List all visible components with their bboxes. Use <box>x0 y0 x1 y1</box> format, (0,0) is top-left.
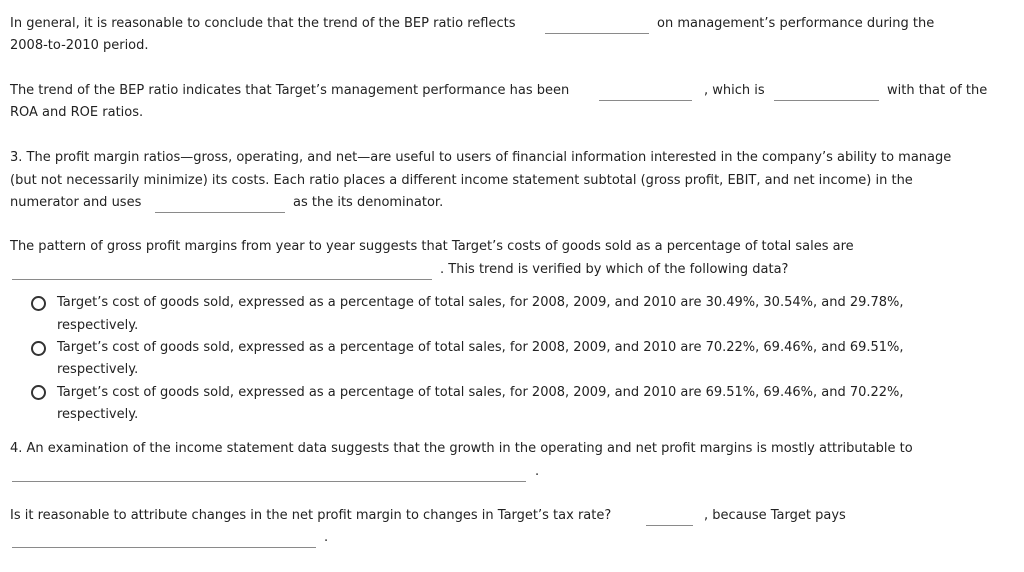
p1-text-after: on management’s performance during the <box>657 16 935 31</box>
option-2-line2: respectively. <box>57 362 139 377</box>
option-1-line2: respectively. <box>57 318 139 333</box>
option-3-radio[interactable] <box>31 385 46 400</box>
q3-blank-denominator[interactable] <box>155 212 285 213</box>
q4-line2-after: . <box>535 464 540 479</box>
p5-blank-yes-no[interactable] <box>646 525 693 526</box>
q3-line1: 3. The profit margin ratios—gross, operating, and net—are useful to users of financial information interested in the company’s ability to manage <box>10 150 952 165</box>
p1-text-line2: 2008-to-2010 period. <box>10 38 149 53</box>
p1-text-before: In general, it is reasonable to conclude that the trend of the BEP ratio reflects <box>10 16 516 31</box>
p2-text-after: with that of the <box>887 83 988 98</box>
p2-text-mid: , which is <box>704 83 765 98</box>
p2-text-line2: ROA and ROE ratios. <box>10 105 144 120</box>
p1-blank-dropdown[interactable] <box>545 33 649 34</box>
p4-line1: The pattern of gross profit margins from year to year suggests that Target’s costs of goods sold as a percentage of total sales are <box>10 239 854 254</box>
q3-line3-after: as the its denominator. <box>293 195 444 210</box>
q3-line2: (but not necessarily minimize) its costs. Each ratio places a different income statement subtotal (gross profit, EBIT, and net income) in the <box>10 173 913 188</box>
p5-line2-after: . <box>324 530 329 545</box>
q4-blank-attribution[interactable] <box>12 481 526 482</box>
p5-text-before: Is it reasonable to attribute changes in the net profit margin to changes in Target’s tax rate? <box>10 508 612 523</box>
option-3-line2: respectively. <box>57 407 139 422</box>
p5-text-after: , because Target pays <box>704 508 846 523</box>
p2-blank-performance[interactable] <box>599 100 692 101</box>
p2-blank-consistency[interactable] <box>774 100 879 101</box>
option-2-radio[interactable] <box>31 341 46 356</box>
option-1-radio[interactable] <box>31 296 46 311</box>
option-1-line1: Target’s cost of goods sold, expressed as a percentage of total sales, for 2008, 2009, and 2010 are 30.49%, 30.54%, and 29.78%, <box>57 295 904 310</box>
p4-blank-cogs-trend[interactable] <box>12 279 432 280</box>
option-2-line1: Target’s cost of goods sold, expressed as a percentage of total sales, for 2008, 2009, and 2010 are 70.22%, 69.46%, and 69.51%, <box>57 340 904 355</box>
option-3-line1: Target’s cost of goods sold, expressed as a percentage of total sales, for 2008, 2009, and 2010 are 69.51%, 69.46%, and 70.22%, <box>57 385 904 400</box>
q4-line1: 4. An examination of the income statement data suggests that the growth in the operating and net profit margins is mostly attributable to <box>10 441 913 456</box>
p2-text-before: The trend of the BEP ratio indicates that Target’s management performance has been <box>10 83 570 98</box>
p5-blank-reason[interactable] <box>12 547 316 548</box>
q3-line3-before: numerator and uses <box>10 195 142 210</box>
p4-line2-after: . This trend is verified by which of the following data? <box>440 262 789 277</box>
